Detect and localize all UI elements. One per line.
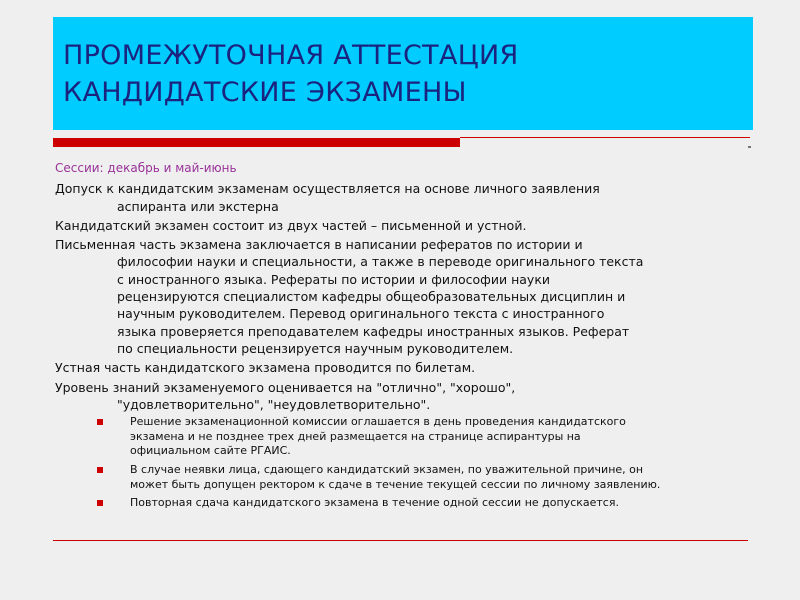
bullet-line: официальном сайте РГАИС. (130, 444, 291, 458)
paragraph-line: рецензируются специалистом кафедры общеобразовательных дисциплин и (117, 289, 626, 305)
slide-title-line-1: ПРОМЕЖУТОЧНАЯ АТТЕСТАЦИЯ (63, 40, 519, 71)
paragraph-line: с иностранного языка. Рефераты по истории и философии науки (117, 271, 550, 287)
session-info: Сессии: декабрь и май-июнь (55, 161, 237, 175)
paragraph-line: аспиранта или экстерна (117, 198, 279, 214)
red-square-bullet-icon (97, 500, 103, 506)
paragraph-line: по специальности рецензируется научным руководителем. (117, 340, 514, 356)
paragraph-line: Кандидатский экзамен состоит из двух частей – письменной и устной. (55, 217, 527, 233)
red-square-bullet-icon (97, 467, 103, 473)
bullet-item-retake (55, 496, 745, 511)
bullet-line: В случае неявки лица, сдающего кандидатский экзамен, по уважительной причине, он (130, 462, 644, 476)
paragraph-oral-part (55, 359, 745, 376)
divider-end-mark (748, 146, 751, 148)
paragraph-line: философии науки и специальности, а также в переводе оригинального текста (117, 254, 644, 270)
slide-title-line-2: КАНДИДАТСКИЕ ЭКЗАМЕНЫ (63, 77, 467, 108)
bullet-item-decision (55, 415, 745, 459)
paragraph-line: Письменная часть экзамена заключается в написании рефератов по истории и (55, 237, 583, 253)
paragraph-exam-parts (55, 217, 745, 234)
bullet-list (55, 415, 745, 511)
red-square-bullet-icon (97, 419, 103, 425)
paragraph-line: "удовлетворительно", "неудовлетворительно". (117, 396, 431, 412)
title-box (53, 17, 753, 130)
title-divider-thin (460, 137, 750, 138)
paragraph-line: научным руководителем. Перевод оригинального текста с иностранного (117, 306, 605, 322)
bullet-line: Повторная сдача кандидатского экзамена в течение одной сессии не допускается. (130, 496, 619, 510)
paragraph-written-part (55, 236, 745, 357)
bottom-divider (53, 540, 748, 541)
paragraph-grading (55, 379, 745, 414)
bullet-item-absence (55, 463, 745, 492)
paragraph-line: Допуск к кандидатским экзаменам осуществляется на основе личного заявления (55, 181, 600, 197)
title-divider-thick (53, 138, 460, 147)
bullet-line: может быть допущен ректором к сдаче в течение текущей сессии по личному заявлению. (130, 477, 661, 491)
paragraph-line: Уровень знаний экзаменуемого оценивается на "отлично", "хорошо", (55, 379, 516, 395)
slide-body (55, 160, 745, 515)
paragraph-admission (55, 180, 745, 215)
paragraph-line: Устная часть кандидатского экзамена проводится по билетам. (55, 360, 476, 376)
bullet-line: Решение экзаменационной комиссии оглашается в день проведения кандидатского (130, 415, 626, 429)
bullet-line: экзамена и не позднее трех дней размещается на странице аспирантуры на (130, 429, 581, 443)
paragraph-line: языка проверяется преподавателем кафедры иностранных языков. Реферат (117, 323, 630, 339)
